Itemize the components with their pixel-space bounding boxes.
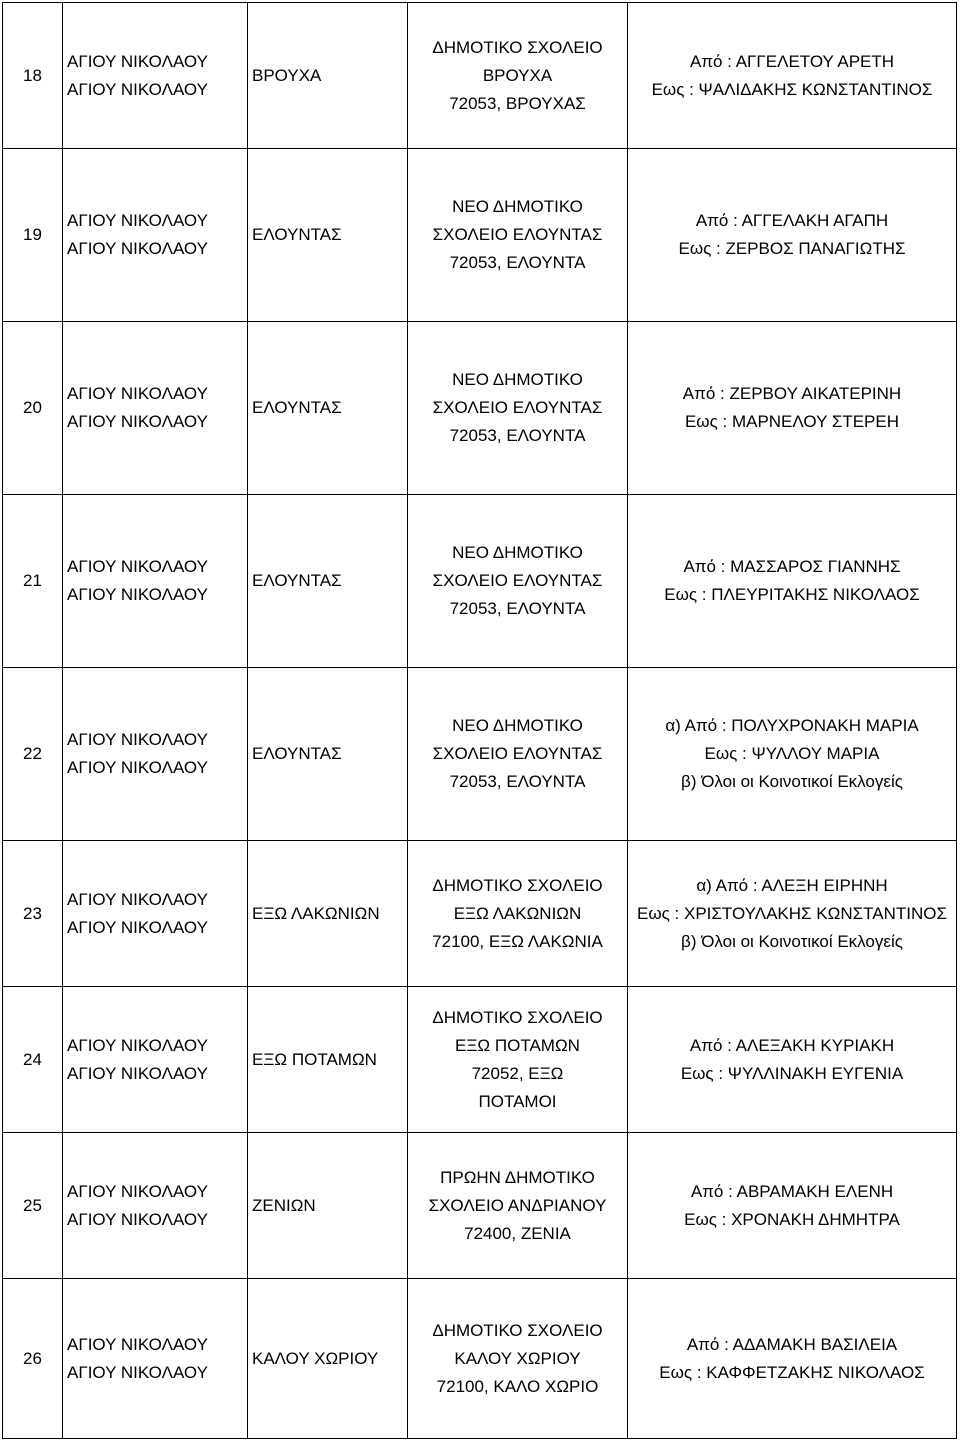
school-cell: ΔΗΜΟΤΙΚΟ ΣΧΟΛΕΙΟ ΒΡΟΥΧΑ 72053, ΒΡΟΥΧΑΣ [408, 3, 628, 149]
voters-range-cell: Από : ΑΓΓΕΛΑΚΗ ΑΓΑΠΗ Εως : ΖΕΡΒΟΣ ΠΑΝΑΓΙΩΤΗΣ [628, 149, 957, 322]
voters-range-cell: α) Από : ΑΛΕΞΗ ΕΙΡΗΝΗ Εως : ΧΡΙΣΤΟΥΛΑΚΗΣ ΚΩΝΣΤΑΝΤΙΝΟΣ β) Όλοι οι Κοινοτικοί Εκλογείς [628, 841, 957, 987]
voters-range-cell: Από : ΑΔΑΜΑΚΗ ΒΑΣΙΛΕΙΑ Εως : ΚΑΦΦΕΤΖΑΚΗΣ ΝΙΚΟΛΑΟΣ [628, 1279, 957, 1439]
school-cell: ΔΗΜΟΤΙΚΟ ΣΧΟΛΕΙΟ ΕΞΩ ΠΟΤΑΜΩΝ 72052, ΕΞΩ ΠΟΤΑΜΟΙ [408, 987, 628, 1133]
area-cell: ΕΞΩ ΛΑΚΩΝΙΩΝ [248, 841, 408, 987]
school-cell: ΝΕΟ ΔΗΜΟΤΙΚΟ ΣΧΟΛΕΙΟ ΕΛΟΥΝΤΑΣ 72053, ΕΛΟΥΝΤΑ [408, 668, 628, 841]
area-cell: ΚΑΛΟΥ ΧΩΡΙΟΥ [248, 1279, 408, 1439]
station-number: 21 [3, 495, 63, 668]
table-row [3, 1133, 957, 1279]
table-row [3, 495, 957, 668]
area-cell: ΕΛΟΥΝΤΑΣ [248, 322, 408, 495]
municipality-cell: ΑΓΙΟΥ ΝΙΚΟΛΑΟΥ ΑΓΙΟΥ ΝΙΚΟΛΑΟΥ [63, 841, 248, 987]
station-number: 23 [3, 841, 63, 987]
voters-range-cell: α) Από : ΠΟΛΥΧΡΟΝΑΚΗ ΜΑΡΙΑ Εως : ΨΥΛΛΟΥ ΜΑΡΙΑ β) Όλοι οι Κοινοτικοί Εκλογείς [628, 668, 957, 841]
voters-range-cell: Από : ΑΒΡΑΜΑΚΗ ΕΛΕΝΗ Εως : ΧΡΟΝΑΚΗ ΔΗΜΗΤΡΑ [628, 1133, 957, 1279]
school-cell: ΝΕΟ ΔΗΜΟΤΙΚΟ ΣΧΟΛΕΙΟ ΕΛΟΥΝΤΑΣ 72053, ΕΛΟΥΝΤΑ [408, 495, 628, 668]
station-number: 24 [3, 987, 63, 1133]
school-cell: ΔΗΜΟΤΙΚΟ ΣΧΟΛΕΙΟ ΚΑΛΟΥ ΧΩΡΙΟΥ 72100, ΚΑΛΟ ΧΩΡΙΟ [408, 1279, 628, 1439]
area-cell: ΕΛΟΥΝΤΑΣ [248, 668, 408, 841]
municipality-cell: ΑΓΙΟΥ ΝΙΚΟΛΑΟΥ ΑΓΙΟΥ ΝΙΚΟΛΑΟΥ [63, 1133, 248, 1279]
station-number: 26 [3, 1279, 63, 1439]
station-number: 20 [3, 322, 63, 495]
area-cell: ΕΛΟΥΝΤΑΣ [248, 149, 408, 322]
school-cell: ΠΡΩΗΝ ΔΗΜΟΤΙΚΟ ΣΧΟΛΕΙΟ ΑΝΔΡΙΑΝΟΥ 72400, ΖΕΝΙΑ [408, 1133, 628, 1279]
municipality-cell: ΑΓΙΟΥ ΝΙΚΟΛΑΟΥ ΑΓΙΟΥ ΝΙΚΟΛΑΟΥ [63, 322, 248, 495]
table-row [3, 322, 957, 495]
table-row [3, 668, 957, 841]
school-cell: ΔΗΜΟΤΙΚΟ ΣΧΟΛΕΙΟ ΕΞΩ ΛΑΚΩΝΙΩΝ 72100, ΕΞΩ ΛΑΚΩΝΙΑ [408, 841, 628, 987]
school-cell: ΝΕΟ ΔΗΜΟΤΙΚΟ ΣΧΟΛΕΙΟ ΕΛΟΥΝΤΑΣ 72053, ΕΛΟΥΝΤΑ [408, 149, 628, 322]
municipality-cell: ΑΓΙΟΥ ΝΙΚΟΛΑΟΥ ΑΓΙΟΥ ΝΙΚΟΛΑΟΥ [63, 987, 248, 1133]
area-cell: ΕΞΩ ΠΟΤΑΜΩΝ [248, 987, 408, 1133]
area-cell: ΕΛΟΥΝΤΑΣ [248, 495, 408, 668]
station-number: 22 [3, 668, 63, 841]
voters-range-cell: Από : ΖΕΡΒΟΥ ΑΙΚΑΤΕΡΙΝΗ Εως : ΜΑΡΝΕΛΟΥ ΣΤΕΡΕΗ [628, 322, 957, 495]
school-cell: ΝΕΟ ΔΗΜΟΤΙΚΟ ΣΧΟΛΕΙΟ ΕΛΟΥΝΤΑΣ 72053, ΕΛΟΥΝΤΑ [408, 322, 628, 495]
table-row [3, 3, 957, 149]
table-row [3, 987, 957, 1133]
table-row [3, 1279, 957, 1439]
table-row [3, 149, 957, 322]
municipality-cell: ΑΓΙΟΥ ΝΙΚΟΛΑΟΥ ΑΓΙΟΥ ΝΙΚΟΛΑΟΥ [63, 668, 248, 841]
polling-stations-table [2, 2, 957, 1439]
voters-range-cell: Από : ΑΓΓΕΛΕΤΟΥ ΑΡΕΤΗ Εως : ΨΑΛΙΔΑΚΗΣ ΚΩΝΣΤΑΝΤΙΝΟΣ [628, 3, 957, 149]
municipality-cell: ΑΓΙΟΥ ΝΙΚΟΛΑΟΥ ΑΓΙΟΥ ΝΙΚΟΛΑΟΥ [63, 149, 248, 322]
municipality-cell: ΑΓΙΟΥ ΝΙΚΟΛΑΟΥ ΑΓΙΟΥ ΝΙΚΟΛΑΟΥ [63, 495, 248, 668]
table-body [3, 3, 957, 1439]
municipality-cell: ΑΓΙΟΥ ΝΙΚΟΛΑΟΥ ΑΓΙΟΥ ΝΙΚΟΛΑΟΥ [63, 3, 248, 149]
voters-range-cell: Από : ΑΛΕΞΑΚΗ ΚΥΡΙΑΚΗ Εως : ΨΥΛΛΙΝΑΚΗ ΕΥΓΕΝΙΑ [628, 987, 957, 1133]
voters-range-cell: Από : ΜΑΣΣΑΡΟΣ ΓΙΑΝΝΗΣ Εως : ΠΛΕΥΡΙΤΑΚΗΣ ΝΙΚΟΛΑΟΣ [628, 495, 957, 668]
area-cell: ΖΕΝΙΩΝ [248, 1133, 408, 1279]
station-number: 25 [3, 1133, 63, 1279]
table-row [3, 841, 957, 987]
station-number: 18 [3, 3, 63, 149]
municipality-cell: ΑΓΙΟΥ ΝΙΚΟΛΑΟΥ ΑΓΙΟΥ ΝΙΚΟΛΑΟΥ [63, 1279, 248, 1439]
station-number: 19 [3, 149, 63, 322]
area-cell: ΒΡΟΥΧΑ [248, 3, 408, 149]
